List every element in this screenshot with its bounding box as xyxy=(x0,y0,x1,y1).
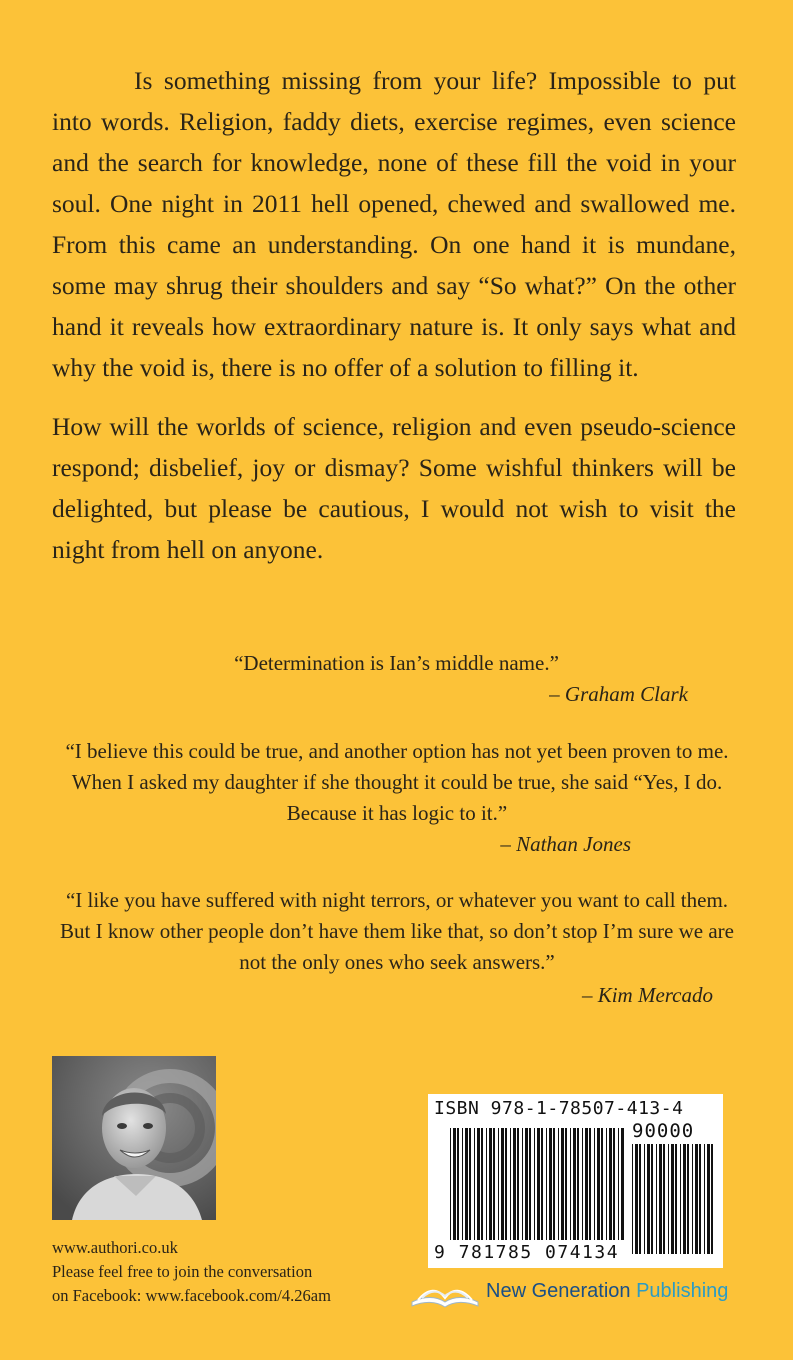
publisher-name-part2: Publishing xyxy=(636,1280,729,1302)
open-book-icon xyxy=(408,1276,482,1312)
quote-1-text: “Determination is Ian’s middle name.” xyxy=(234,651,559,675)
publisher-name-part1: New Generation xyxy=(486,1280,631,1302)
barcode-bar xyxy=(553,1128,555,1240)
barcode-bar xyxy=(659,1144,662,1254)
barcode-bar xyxy=(522,1128,523,1240)
facebook-link[interactable]: on Facebook: www.facebook.com/4.26am xyxy=(52,1286,331,1305)
quote-2-attribution: – Nathan Jones xyxy=(500,832,631,856)
barcode-bar xyxy=(656,1144,657,1254)
barcode-bar xyxy=(477,1128,480,1240)
barcode-bar xyxy=(618,1128,619,1240)
barcode-bar xyxy=(546,1128,547,1240)
barcode-bar xyxy=(683,1144,686,1254)
author-contact xyxy=(52,1236,412,1308)
publisher-logo xyxy=(408,1274,748,1314)
barcode-bar xyxy=(680,1144,681,1254)
barcode-bar xyxy=(517,1128,519,1240)
barcode-bar xyxy=(474,1128,475,1240)
barcode-bar xyxy=(632,1144,633,1254)
contact-invite: Please feel free to join the conversation xyxy=(52,1262,313,1281)
barcode-bar xyxy=(529,1128,531,1240)
barcode-bar xyxy=(462,1128,463,1240)
barcode-bar xyxy=(525,1128,528,1240)
barcode-bar xyxy=(613,1128,615,1240)
barcode-bar xyxy=(561,1128,564,1240)
barcode-bar xyxy=(450,1128,451,1240)
barcode-bar xyxy=(510,1128,511,1240)
quote-3-attribution: – Kim Mercado xyxy=(581,983,713,1007)
barcode-bar xyxy=(639,1144,641,1254)
barcode-bar xyxy=(585,1128,588,1240)
barcode-bar xyxy=(489,1128,492,1240)
barcode-bar xyxy=(687,1144,689,1254)
barcode-bar xyxy=(573,1128,576,1240)
barcode-bar xyxy=(453,1128,456,1240)
barcode-bar xyxy=(644,1144,645,1254)
blurb-paragraph-2: How will the worlds of science, religion and even pseudo-science respond; disbelief, joy or dismay? Some wishful thinkers will be delighted, but please be cautious, I would not wish to visit the night from hell on anyone. xyxy=(52,412,736,564)
barcode-bar xyxy=(704,1144,705,1254)
barcode-bar xyxy=(469,1128,471,1240)
barcode-bar xyxy=(711,1144,713,1254)
author-website[interactable]: www.authori.co.uk xyxy=(52,1238,178,1257)
barcode-bar xyxy=(481,1128,483,1240)
barcode-bar xyxy=(668,1144,669,1254)
barcode-bar xyxy=(582,1128,583,1240)
barcode-bar xyxy=(501,1128,504,1240)
barcode-bar xyxy=(621,1128,624,1240)
author-portrait-image xyxy=(52,1056,216,1220)
barcode-bar xyxy=(457,1128,459,1240)
blurb-paragraph-1: Is something missing from your life? Impossible to put into words. Religion, faddy diets, exercise regimes, even science and the search for knowledge, none of these fill the void in your soul. One night in 2011 hell opened, chewed and swallowed me. From this came an understanding. On one hand it is mundane, some may shrug their shoulders and say “So what?” On the other hand it reveals how extraordinary nature is. It only says what and why the void is, there is no offer of a solution to filling it. xyxy=(52,66,736,382)
barcode-bar xyxy=(570,1128,571,1240)
quote-1-attribution: – Graham Clark xyxy=(549,682,688,706)
barcode-bar xyxy=(513,1128,516,1240)
barcode-bar xyxy=(594,1128,595,1240)
barcode-bar xyxy=(498,1128,499,1240)
quote-3-text: “I like you have suffered with night terrors, or whatever you want to call them. But I know other people don’t have them like that, so don’t stop I’m sure we are not the only ones who seek answers.” xyxy=(60,888,734,974)
barcode-bar xyxy=(537,1128,540,1240)
barcode-bar xyxy=(609,1128,612,1240)
barcode-bar xyxy=(707,1144,710,1254)
barcode-bar xyxy=(558,1128,559,1240)
barcode-bar xyxy=(493,1128,495,1240)
barcode-bar xyxy=(565,1128,567,1240)
barcode-bar xyxy=(635,1144,638,1254)
barcode-bar xyxy=(589,1128,591,1240)
isbn-barcode xyxy=(428,1094,723,1268)
barcode-bar xyxy=(671,1144,674,1254)
barcode-bar xyxy=(505,1128,507,1240)
barcode-bar xyxy=(549,1128,552,1240)
barcode-bar xyxy=(534,1128,535,1240)
barcode-bar xyxy=(601,1128,603,1240)
barcode-bar xyxy=(465,1128,468,1240)
barcode-bar xyxy=(699,1144,701,1254)
price-code: 90000 xyxy=(632,1120,695,1142)
barcode-bar xyxy=(647,1144,650,1254)
barcode-bar xyxy=(651,1144,653,1254)
barcode-bar xyxy=(541,1128,543,1240)
publisher-name xyxy=(486,1280,728,1303)
barcode-bar xyxy=(663,1144,665,1254)
isbn-label: ISBN 978-1-78507-413-4 xyxy=(434,1098,684,1119)
barcode-bar xyxy=(486,1128,487,1240)
barcode-bar xyxy=(597,1128,600,1240)
barcode-bar xyxy=(692,1144,693,1254)
barcode-bar xyxy=(577,1128,579,1240)
author-photo xyxy=(52,1056,216,1220)
barcode-bar xyxy=(606,1128,607,1240)
back-cover-blurb xyxy=(52,60,736,570)
ean-digits: 9 781785 074134 xyxy=(434,1242,620,1263)
barcode-bar xyxy=(675,1144,677,1254)
barcode-bar xyxy=(695,1144,698,1254)
quote-2-text: “I believe this could be true, and another option has not yet been proven to me. When I asked my daughter if she thought it could be true, she said “Yes, I do. Because it has logic to it.” xyxy=(65,739,729,825)
